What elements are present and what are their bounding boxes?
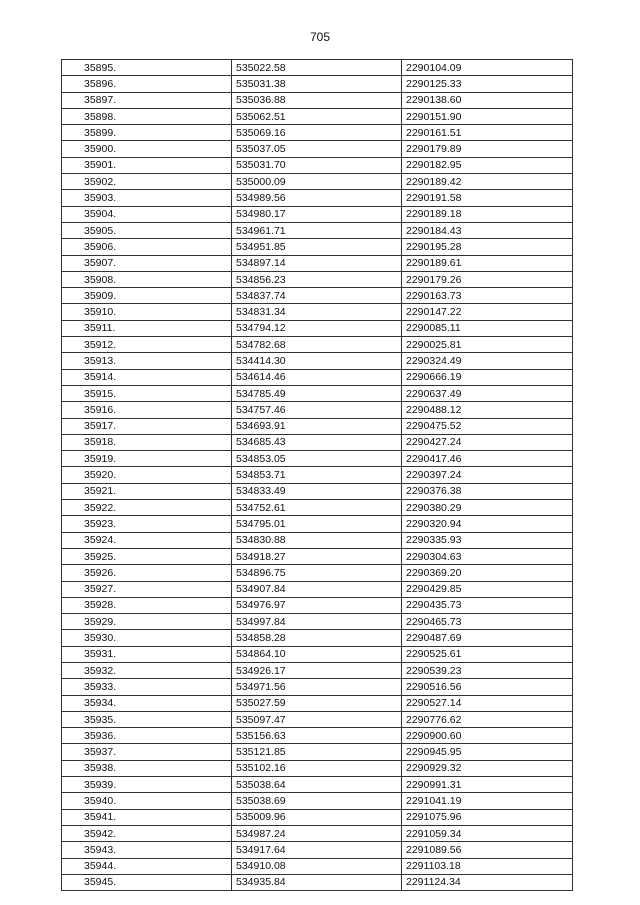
y-coordinate-cell: 2290776.62 bbox=[402, 711, 573, 727]
table-row bbox=[62, 60, 573, 76]
y-coordinate-cell: 2290104.09 bbox=[402, 60, 573, 76]
x-coordinate-cell: 534897.14 bbox=[232, 255, 402, 271]
x-coordinate-cell: 534980.17 bbox=[232, 206, 402, 222]
x-coordinate-cell: 534976.97 bbox=[232, 597, 402, 613]
table-row bbox=[62, 728, 573, 744]
x-coordinate-cell: 534987.24 bbox=[232, 825, 402, 841]
y-coordinate-cell: 2290488.12 bbox=[402, 402, 573, 418]
table-row bbox=[62, 809, 573, 825]
point-number-cell: 35935. bbox=[62, 711, 232, 727]
point-number-cell: 35933. bbox=[62, 679, 232, 695]
table-row bbox=[62, 288, 573, 304]
table-row bbox=[62, 777, 573, 793]
x-coordinate-cell: 534853.71 bbox=[232, 467, 402, 483]
y-coordinate-cell: 2290161.51 bbox=[402, 125, 573, 141]
point-number-cell: 35909. bbox=[62, 288, 232, 304]
y-coordinate-cell: 2290929.32 bbox=[402, 760, 573, 776]
point-number-cell: 35913. bbox=[62, 353, 232, 369]
point-number-cell: 35900. bbox=[62, 141, 232, 157]
table-row bbox=[62, 500, 573, 516]
y-coordinate-cell: 2290380.29 bbox=[402, 500, 573, 516]
point-number-cell: 35929. bbox=[62, 614, 232, 630]
table-row bbox=[62, 842, 573, 858]
table-row bbox=[62, 320, 573, 336]
table-row bbox=[62, 174, 573, 190]
x-coordinate-cell: 534918.27 bbox=[232, 548, 402, 564]
point-number-cell: 35942. bbox=[62, 825, 232, 841]
table-row bbox=[62, 532, 573, 548]
y-coordinate-cell: 2290417.46 bbox=[402, 451, 573, 467]
x-coordinate-cell: 534414.30 bbox=[232, 353, 402, 369]
point-number-cell: 35911. bbox=[62, 320, 232, 336]
y-coordinate-cell: 2290189.18 bbox=[402, 206, 573, 222]
table-row bbox=[62, 239, 573, 255]
y-coordinate-cell: 2290516.56 bbox=[402, 679, 573, 695]
y-coordinate-cell: 2291103.18 bbox=[402, 858, 573, 874]
y-coordinate-cell: 2290324.49 bbox=[402, 353, 573, 369]
point-number-cell: 35899. bbox=[62, 125, 232, 141]
x-coordinate-cell: 534795.01 bbox=[232, 516, 402, 532]
table-row bbox=[62, 597, 573, 613]
point-number-cell: 35934. bbox=[62, 695, 232, 711]
point-number-cell: 35931. bbox=[62, 646, 232, 662]
x-coordinate-cell: 534926.17 bbox=[232, 662, 402, 678]
y-coordinate-cell: 2290527.14 bbox=[402, 695, 573, 711]
y-coordinate-cell: 2290304.63 bbox=[402, 548, 573, 564]
table-row bbox=[62, 451, 573, 467]
y-coordinate-cell: 2290465.73 bbox=[402, 614, 573, 630]
table-row bbox=[62, 222, 573, 238]
table-row bbox=[62, 108, 573, 124]
table-row bbox=[62, 516, 573, 532]
x-coordinate-cell: 534896.75 bbox=[232, 565, 402, 581]
table-row bbox=[62, 125, 573, 141]
table-row bbox=[62, 353, 573, 369]
x-coordinate-cell: 535102.16 bbox=[232, 760, 402, 776]
x-coordinate-cell: 534782.68 bbox=[232, 337, 402, 353]
y-coordinate-cell: 2290147.22 bbox=[402, 304, 573, 320]
point-number-cell: 35932. bbox=[62, 662, 232, 678]
y-coordinate-cell: 2290189.61 bbox=[402, 255, 573, 271]
x-coordinate-cell: 534864.10 bbox=[232, 646, 402, 662]
y-coordinate-cell: 2290179.89 bbox=[402, 141, 573, 157]
y-coordinate-cell: 2290397.24 bbox=[402, 467, 573, 483]
x-coordinate-cell: 534752.61 bbox=[232, 500, 402, 516]
point-number-cell: 35906. bbox=[62, 239, 232, 255]
table-row bbox=[62, 76, 573, 92]
table-row bbox=[62, 646, 573, 662]
table-row bbox=[62, 255, 573, 271]
y-coordinate-cell: 2290182.95 bbox=[402, 157, 573, 173]
point-number-cell: 35917. bbox=[62, 418, 232, 434]
point-number-cell: 35903. bbox=[62, 190, 232, 206]
x-coordinate-cell: 534935.84 bbox=[232, 874, 402, 890]
point-number-cell: 35938. bbox=[62, 760, 232, 776]
point-number-cell: 35904. bbox=[62, 206, 232, 222]
x-coordinate-cell: 534858.28 bbox=[232, 630, 402, 646]
point-number-cell: 35918. bbox=[62, 434, 232, 450]
x-coordinate-cell: 534785.49 bbox=[232, 385, 402, 401]
table-row bbox=[62, 467, 573, 483]
point-number-cell: 35919. bbox=[62, 451, 232, 467]
page-number: 705 bbox=[309, 30, 331, 44]
point-number-cell: 35923. bbox=[62, 516, 232, 532]
x-coordinate-cell: 534910.08 bbox=[232, 858, 402, 874]
point-number-cell: 35912. bbox=[62, 337, 232, 353]
table-row bbox=[62, 304, 573, 320]
point-number-cell: 35921. bbox=[62, 483, 232, 499]
point-number-cell: 35901. bbox=[62, 157, 232, 173]
table-row bbox=[62, 760, 573, 776]
table-row bbox=[62, 679, 573, 695]
point-number-cell: 35922. bbox=[62, 500, 232, 516]
x-coordinate-cell: 534997.84 bbox=[232, 614, 402, 630]
table-row bbox=[62, 630, 573, 646]
y-coordinate-cell: 2290195.28 bbox=[402, 239, 573, 255]
table-row bbox=[62, 858, 573, 874]
y-coordinate-cell: 2291089.56 bbox=[402, 842, 573, 858]
coordinates-table bbox=[61, 59, 573, 891]
table-row bbox=[62, 434, 573, 450]
table-row bbox=[62, 744, 573, 760]
y-coordinate-cell: 2290163.73 bbox=[402, 288, 573, 304]
point-number-cell: 35944. bbox=[62, 858, 232, 874]
x-coordinate-cell: 535156.63 bbox=[232, 728, 402, 744]
table-row bbox=[62, 206, 573, 222]
point-number-cell: 35928. bbox=[62, 597, 232, 613]
y-coordinate-cell: 2290666.19 bbox=[402, 369, 573, 385]
x-coordinate-cell: 535038.64 bbox=[232, 777, 402, 793]
x-coordinate-cell: 535036.88 bbox=[232, 92, 402, 108]
point-number-cell: 35937. bbox=[62, 744, 232, 760]
x-coordinate-cell: 535037.05 bbox=[232, 141, 402, 157]
point-number-cell: 35910. bbox=[62, 304, 232, 320]
point-number-cell: 35898. bbox=[62, 108, 232, 124]
x-coordinate-cell: 534757.46 bbox=[232, 402, 402, 418]
x-coordinate-cell: 534794.12 bbox=[232, 320, 402, 336]
table-row bbox=[62, 141, 573, 157]
point-number-cell: 35916. bbox=[62, 402, 232, 418]
x-coordinate-cell: 535031.70 bbox=[232, 157, 402, 173]
point-number-cell: 35927. bbox=[62, 581, 232, 597]
table-row bbox=[62, 548, 573, 564]
point-number-cell: 35941. bbox=[62, 809, 232, 825]
table-row bbox=[62, 92, 573, 108]
y-coordinate-cell: 2291075.96 bbox=[402, 809, 573, 825]
point-number-cell: 35926. bbox=[62, 565, 232, 581]
y-coordinate-cell: 2290945.95 bbox=[402, 744, 573, 760]
x-coordinate-cell: 534907.84 bbox=[232, 581, 402, 597]
table-row bbox=[62, 385, 573, 401]
x-coordinate-cell: 534833.49 bbox=[232, 483, 402, 499]
table-row bbox=[62, 793, 573, 809]
y-coordinate-cell: 2291059.34 bbox=[402, 825, 573, 841]
x-coordinate-cell: 534614.46 bbox=[232, 369, 402, 385]
table-row bbox=[62, 825, 573, 841]
y-coordinate-cell: 2290335.93 bbox=[402, 532, 573, 548]
y-coordinate-cell: 2290475.52 bbox=[402, 418, 573, 434]
point-number-cell: 35945. bbox=[62, 874, 232, 890]
x-coordinate-cell: 535038.69 bbox=[232, 793, 402, 809]
point-number-cell: 35930. bbox=[62, 630, 232, 646]
table-row bbox=[62, 662, 573, 678]
x-coordinate-cell: 534989.56 bbox=[232, 190, 402, 206]
y-coordinate-cell: 2290138.60 bbox=[402, 92, 573, 108]
point-number-cell: 35943. bbox=[62, 842, 232, 858]
point-number-cell: 35915. bbox=[62, 385, 232, 401]
y-coordinate-cell: 2290435.73 bbox=[402, 597, 573, 613]
coordinates-table-body bbox=[62, 60, 573, 891]
point-number-cell: 35920. bbox=[62, 467, 232, 483]
table-row bbox=[62, 874, 573, 890]
point-number-cell: 35908. bbox=[62, 271, 232, 287]
x-coordinate-cell: 535022.58 bbox=[232, 60, 402, 76]
y-coordinate-cell: 2290025.81 bbox=[402, 337, 573, 353]
y-coordinate-cell: 2291041.19 bbox=[402, 793, 573, 809]
table-row bbox=[62, 695, 573, 711]
point-number-cell: 35940. bbox=[62, 793, 232, 809]
point-number-cell: 35924. bbox=[62, 532, 232, 548]
table-row bbox=[62, 369, 573, 385]
x-coordinate-cell: 535097.47 bbox=[232, 711, 402, 727]
y-coordinate-cell: 2290429.85 bbox=[402, 581, 573, 597]
table-row bbox=[62, 418, 573, 434]
table-row bbox=[62, 711, 573, 727]
x-coordinate-cell: 534831.34 bbox=[232, 304, 402, 320]
y-coordinate-cell: 2290151.90 bbox=[402, 108, 573, 124]
y-coordinate-cell: 2290900.60 bbox=[402, 728, 573, 744]
x-coordinate-cell: 534830.88 bbox=[232, 532, 402, 548]
x-coordinate-cell: 534853.05 bbox=[232, 451, 402, 467]
table-row bbox=[62, 614, 573, 630]
y-coordinate-cell: 2290189.42 bbox=[402, 174, 573, 190]
y-coordinate-cell: 2290376.38 bbox=[402, 483, 573, 499]
y-coordinate-cell: 2290637.49 bbox=[402, 385, 573, 401]
x-coordinate-cell: 534837.74 bbox=[232, 288, 402, 304]
table-row bbox=[62, 581, 573, 597]
x-coordinate-cell: 534971.56 bbox=[232, 679, 402, 695]
x-coordinate-cell: 535069.16 bbox=[232, 125, 402, 141]
y-coordinate-cell: 2290427.24 bbox=[402, 434, 573, 450]
x-coordinate-cell: 535027.59 bbox=[232, 695, 402, 711]
x-coordinate-cell: 534693.91 bbox=[232, 418, 402, 434]
y-coordinate-cell: 2290487.69 bbox=[402, 630, 573, 646]
y-coordinate-cell: 2290085.11 bbox=[402, 320, 573, 336]
table-row bbox=[62, 157, 573, 173]
y-coordinate-cell: 2290179.26 bbox=[402, 271, 573, 287]
y-coordinate-cell: 2290539.23 bbox=[402, 662, 573, 678]
x-coordinate-cell: 534685.43 bbox=[232, 434, 402, 450]
x-coordinate-cell: 534951.85 bbox=[232, 239, 402, 255]
point-number-cell: 35896. bbox=[62, 76, 232, 92]
point-number-cell: 35895. bbox=[62, 60, 232, 76]
y-coordinate-cell: 2290191.58 bbox=[402, 190, 573, 206]
point-number-cell: 35925. bbox=[62, 548, 232, 564]
y-coordinate-cell: 2290125.33 bbox=[402, 76, 573, 92]
table-row bbox=[62, 565, 573, 581]
x-coordinate-cell: 535009.96 bbox=[232, 809, 402, 825]
table-row bbox=[62, 402, 573, 418]
y-coordinate-cell: 2290991.31 bbox=[402, 777, 573, 793]
point-number-cell: 35902. bbox=[62, 174, 232, 190]
point-number-cell: 35905. bbox=[62, 222, 232, 238]
x-coordinate-cell: 535062.51 bbox=[232, 108, 402, 124]
table-row bbox=[62, 337, 573, 353]
point-number-cell: 35907. bbox=[62, 255, 232, 271]
point-number-cell: 35897. bbox=[62, 92, 232, 108]
y-coordinate-cell: 2290369.20 bbox=[402, 565, 573, 581]
y-coordinate-cell: 2290184.43 bbox=[402, 222, 573, 238]
x-coordinate-cell: 535031.38 bbox=[232, 76, 402, 92]
point-number-cell: 35936. bbox=[62, 728, 232, 744]
x-coordinate-cell: 534917.64 bbox=[232, 842, 402, 858]
y-coordinate-cell: 2290320.94 bbox=[402, 516, 573, 532]
table-row bbox=[62, 271, 573, 287]
y-coordinate-cell: 2290525.61 bbox=[402, 646, 573, 662]
x-coordinate-cell: 534856.23 bbox=[232, 271, 402, 287]
table-row bbox=[62, 190, 573, 206]
x-coordinate-cell: 534961.71 bbox=[232, 222, 402, 238]
x-coordinate-cell: 535121.85 bbox=[232, 744, 402, 760]
y-coordinate-cell: 2291124.34 bbox=[402, 874, 573, 890]
point-number-cell: 35939. bbox=[62, 777, 232, 793]
table-row bbox=[62, 483, 573, 499]
point-number-cell: 35914. bbox=[62, 369, 232, 385]
x-coordinate-cell: 535000.09 bbox=[232, 174, 402, 190]
